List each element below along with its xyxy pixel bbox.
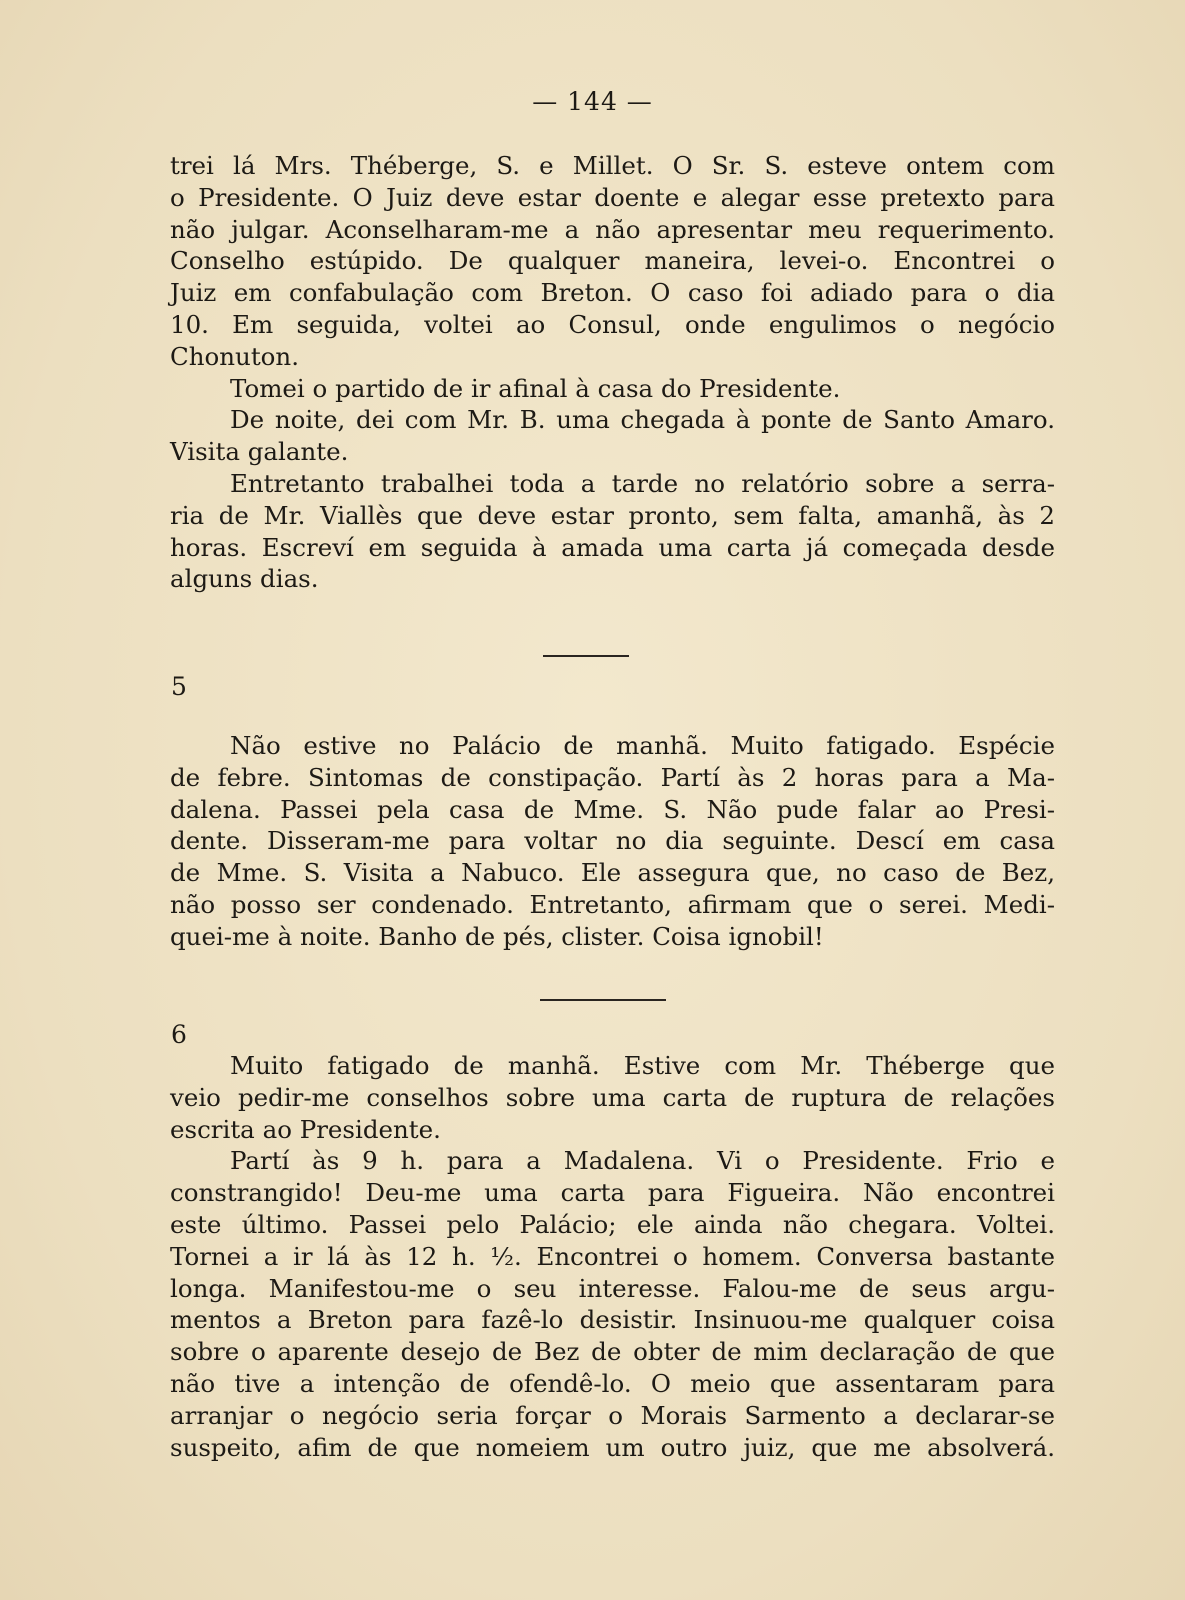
- text-line: quei-me à noite. Banho de pés, clister. Coisa ignobil!: [170, 921, 824, 951]
- text-line: trei lá Mrs. Théberge, S. e Millet. O Sr. S. esteve ontem com: [170, 151, 1055, 180]
- text-line: veio pedir-me conselhos sobre uma carta de ruptura de relações: [170, 1082, 1055, 1112]
- text-line: dalena. Passei pela casa de Mme. S. Não pude falar ao Presi-: [170, 794, 1055, 824]
- text-line: Visita galante.: [170, 437, 349, 467]
- text-line: dente. Disseram-me para voltar no dia seguinte. Descí em casa: [170, 826, 1055, 856]
- text-line: Partí às 9 h. para a Madalena. Vi o Presidente. Frio e: [230, 1146, 1055, 1176]
- text-line: Muito fatigado de manhã. Estive com Mr. Théberge que: [230, 1051, 1055, 1080]
- entry-6-text: [170, 1050, 1055, 1463]
- paragraph: [170, 468, 1055, 595]
- text-line: não tive a intenção de ofendê-lo. O meio que assentaram para: [170, 1368, 1055, 1398]
- text-line: suspeito, afim de que nomeiem um outro juiz, que me absolverá.: [170, 1432, 1055, 1462]
- text-line: arranjar o negócio seria forçar o Morais Sarmento a declarar-se: [170, 1400, 1055, 1430]
- text-line: Tomei o partido de ir afinal à casa do Presidente.: [230, 373, 841, 403]
- text-line: ria de Mr. Viallès que deve estar pronto, sem falta, amanhã, às 2: [170, 500, 1055, 530]
- separator-rule: [543, 655, 629, 657]
- text-line: não posso ser condenado. Entretanto, afirmam que o serei. Medi-: [170, 889, 1055, 919]
- text-line: constrangido! Deu-me uma carta para Figueira. Não encontrei: [170, 1178, 1055, 1208]
- text-line: longa. Manifestou-me o seu interesse. Falou-me de seus argu-: [170, 1273, 1055, 1303]
- text-line: o Presidente. O Juiz deve estar doente e alegar esse pretexto para: [170, 182, 1055, 212]
- page-number: — 144 —: [532, 87, 653, 116]
- text-line: De noite, dei com Mr. B. uma chegada à ponte de Santo Amaro.: [230, 405, 1055, 435]
- paragraph: [170, 373, 1055, 405]
- paragraph: [170, 1050, 1055, 1145]
- text-line: Entretanto trabalhei toda a tarde no relatório sobre a serra-: [230, 468, 1055, 498]
- text-line: Chonuton.: [170, 341, 299, 371]
- text-line: 10. Em seguida, voltei ao Consul, onde engulimos o negócio: [170, 309, 1055, 339]
- text-line: Juiz em confabulação com Breton. O caso foi adiado para o dia: [170, 278, 1055, 308]
- text-line: de febre. Sintomas de constipação. Partí às 2 horas para a Ma-: [170, 762, 1055, 792]
- entry-5-text: [170, 730, 1055, 953]
- entry-day-number: 6: [171, 1020, 187, 1049]
- text-line: mentos a Breton para fazê-lo desistir. Insinuou-me qualquer coisa: [170, 1305, 1055, 1335]
- text-line: não julgar. Aconselharam-me a não apresentar meu requerimento.: [170, 214, 1055, 244]
- text-line: sobre o aparente desejo de Bez de obter de mim declaração de que: [170, 1337, 1055, 1367]
- paragraph: [170, 150, 1055, 373]
- text-line: Conselho estúpido. De qualquer maneira, levei-o. Encontrei o: [170, 246, 1055, 276]
- text-line: de Mme. S. Visita a Nabuco. Ele assegura que, no caso de Bez,: [170, 858, 1055, 888]
- separator-rule: [540, 999, 666, 1001]
- text-line: horas. Escreví em seguida à amada uma carta já começada desde: [170, 532, 1055, 562]
- paragraph: [170, 1145, 1055, 1463]
- text-line: alguns dias.: [170, 564, 319, 594]
- paragraph: [170, 404, 1055, 468]
- entry-day-number: 5: [171, 672, 187, 701]
- section-top: [170, 150, 1055, 595]
- text-line: Tornei a ir lá às 12 h. ½. Encontrei o homem. Conversa bastante: [170, 1241, 1055, 1271]
- paragraph: [170, 730, 1055, 953]
- text-line: este último. Passei pelo Palácio; ele ainda não chegara. Voltei.: [170, 1209, 1055, 1239]
- text-line: escrita ao Presidente.: [170, 1114, 441, 1144]
- text-line: Não estive no Palácio de manhã. Muito fatigado. Espécie: [230, 731, 1055, 760]
